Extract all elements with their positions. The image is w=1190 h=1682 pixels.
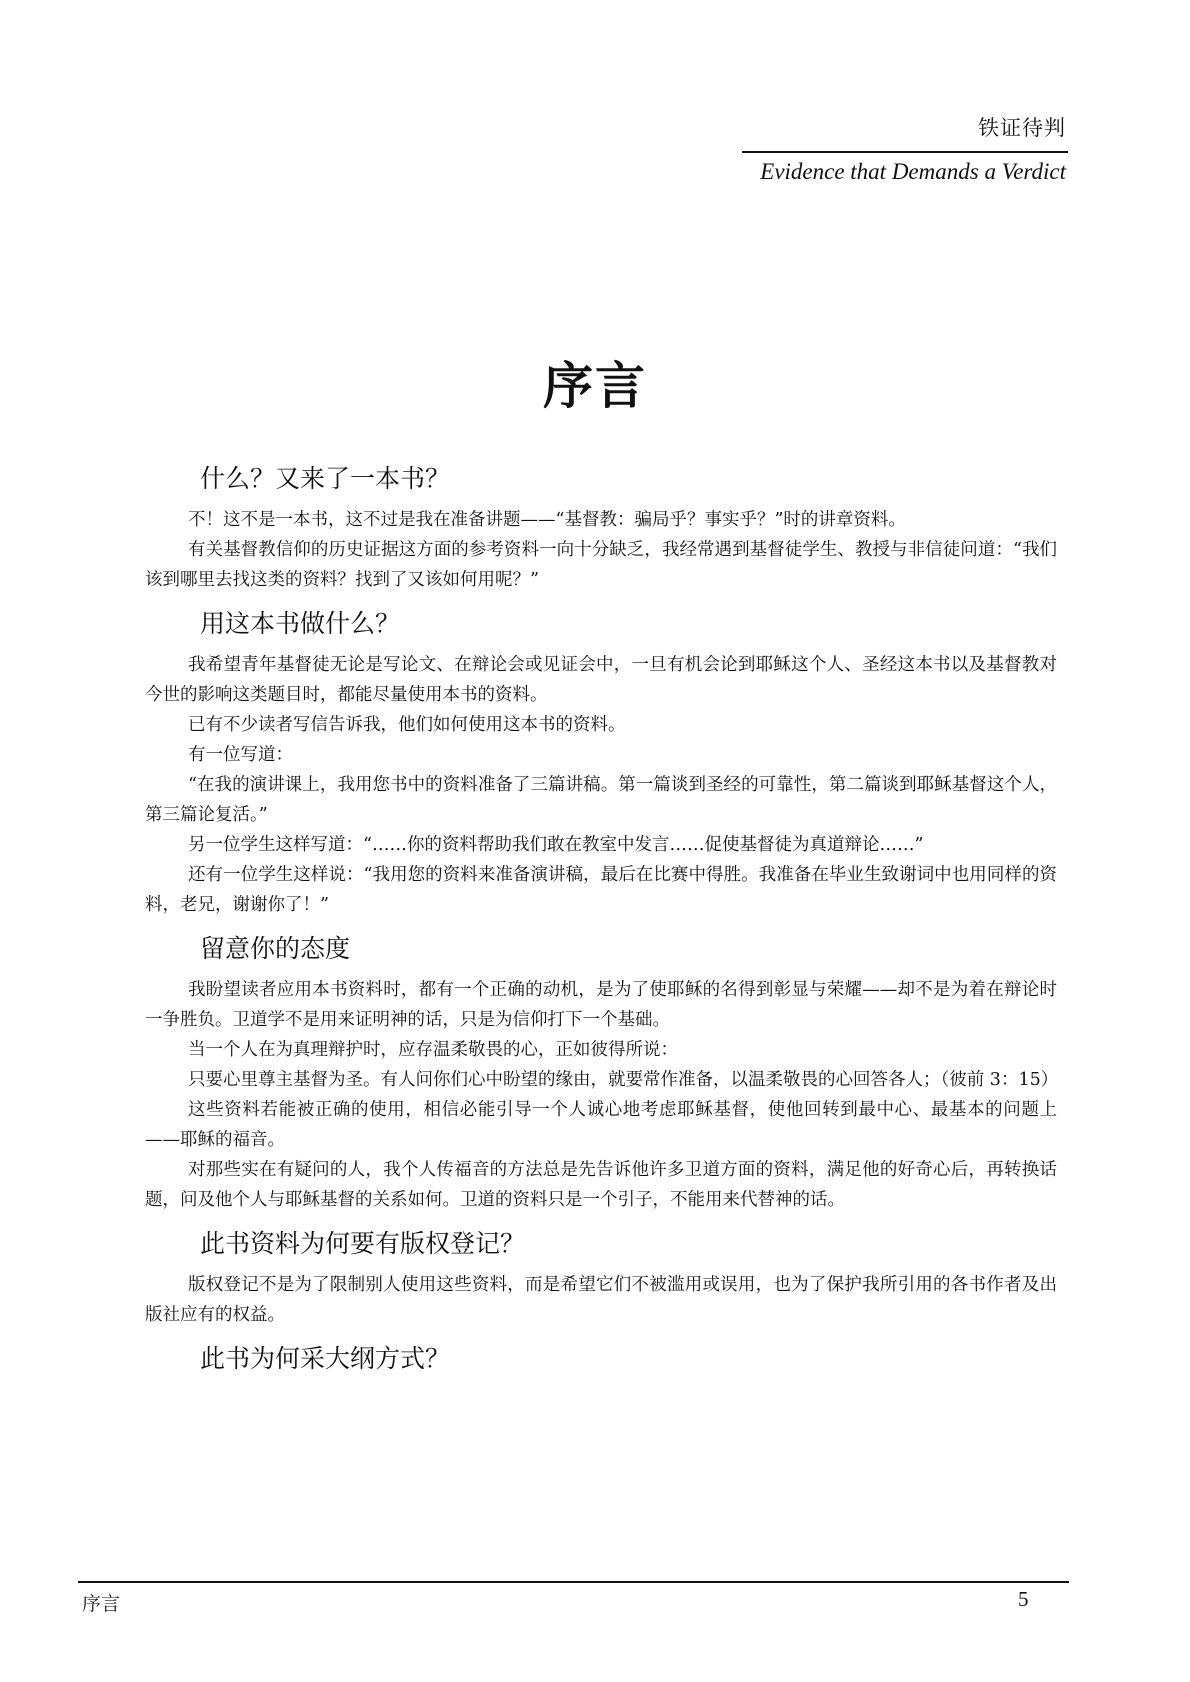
- paragraph: 我盼望读者应用本书资料时，都有一个正确的动机，是为了使耶稣的名得到彰显与荣耀——却不是为着在辩论时一争胜负。卫道学不是用来证明神的话，只是为信仰打下一个基础。: [145, 980, 1057, 1030]
- running-header-subtitle: Evidence that Demands a Verdict: [760, 159, 1066, 184]
- section-heading: 此书资料为何要有版权登记？: [200, 1229, 526, 1258]
- header-divider: [742, 151, 1068, 153]
- paragraph: 还有一位学生这样说：“我用您的资料来准备演讲稿，最后在比赛中得胜。我准备在毕业生致谢词中也用同样的资料，老兄，谢谢你了！”: [145, 865, 1057, 915]
- paragraph: 对那些实在有疑问的人，我个人传福音的方法总是先告诉他许多卫道方面的资料，满足他的好奇心后，再转换话题，问及他个人与耶稣基督的关系如何。卫道的资料只是一个引子，不能用来代替神的话。: [145, 1160, 1057, 1210]
- paragraph: 另一位学生这样写道：“……你的资料帮助我们敢在教室中发言……促使基督徒为真道辩论……”: [188, 835, 924, 855]
- paragraph: 这些资料若能被正确的使用，相信必能引导一个人诚心地考虑耶稣基督，使他回转到最中心、最基本的问题上——耶稣的福音。: [145, 1100, 1057, 1150]
- section-what-another-book: [145, 464, 1057, 595]
- section-heading: 留意你的态度: [200, 934, 351, 963]
- section-heading: 用这本书做什么？: [200, 609, 401, 638]
- footer-divider: [78, 1581, 1069, 1583]
- paragraph: 只要心里尊主基督为圣。有人问你们心中盼望的缘由，就要常作准备，以温柔敬畏的心回答各人；（彼前 3：15）: [188, 1070, 1059, 1090]
- section-outline-format: [145, 1344, 1057, 1374]
- paragraph: 当一个人在为真理辩护时，应存温柔敬畏的心，正如彼得所说：: [188, 1040, 678, 1060]
- paragraph: 有一位写道：: [188, 745, 293, 765]
- section-copyright: [145, 1229, 1057, 1330]
- paragraph: 我希望青年基督徒无论是写论文、在辩论会或见证会中，一旦有机会论到耶稣这个人、圣经这本书以及基督教对今世的影响这类题目时，都能尽量使用本书的资料。: [145, 655, 1057, 705]
- section-what-to-do-with-book: [145, 609, 1057, 920]
- paragraph: 已有不少读者写信告诉我，他们如何使用这本书的资料。: [188, 715, 626, 735]
- paragraph: 版权登记不是为了限制别人使用这些资料，而是希望它们不被滥用或误用，也为了保护我所引用的各书作者及出版社应有的权益。: [145, 1275, 1057, 1325]
- section-heading: 什么？又来了一本书？: [200, 464, 451, 493]
- paragraph: “在我的演讲课上，我用您书中的资料准备了三篇讲稿。第一篇谈到圣经的可靠性，第二篇谈到耶稣基督这个人，第三篇论复活。”: [145, 775, 1057, 825]
- body-content: [145, 464, 1057, 1388]
- paragraph: 有关基督教信仰的历史证据这方面的参考资料一向十分缺乏，我经常遇到基督徒学生、教授与非信徒问道：“我们该到哪里去找这类的资料？找到了又该如何用呢？”: [145, 540, 1057, 590]
- paragraph: 不！这不是一本书，这不过是我在准备讲题——“基督教：骗局乎？事实乎？”时的讲章资料。: [188, 510, 906, 530]
- footer-chapter-label: 序言: [82, 1593, 121, 1615]
- section-heading: 此书为何采大纲方式？: [200, 1344, 451, 1373]
- page-number: 5: [1018, 1587, 1029, 1611]
- page-title: 序言: [543, 356, 647, 415]
- running-header-title: 铁证待判: [978, 116, 1066, 140]
- section-mind-your-attitude: [145, 934, 1057, 1215]
